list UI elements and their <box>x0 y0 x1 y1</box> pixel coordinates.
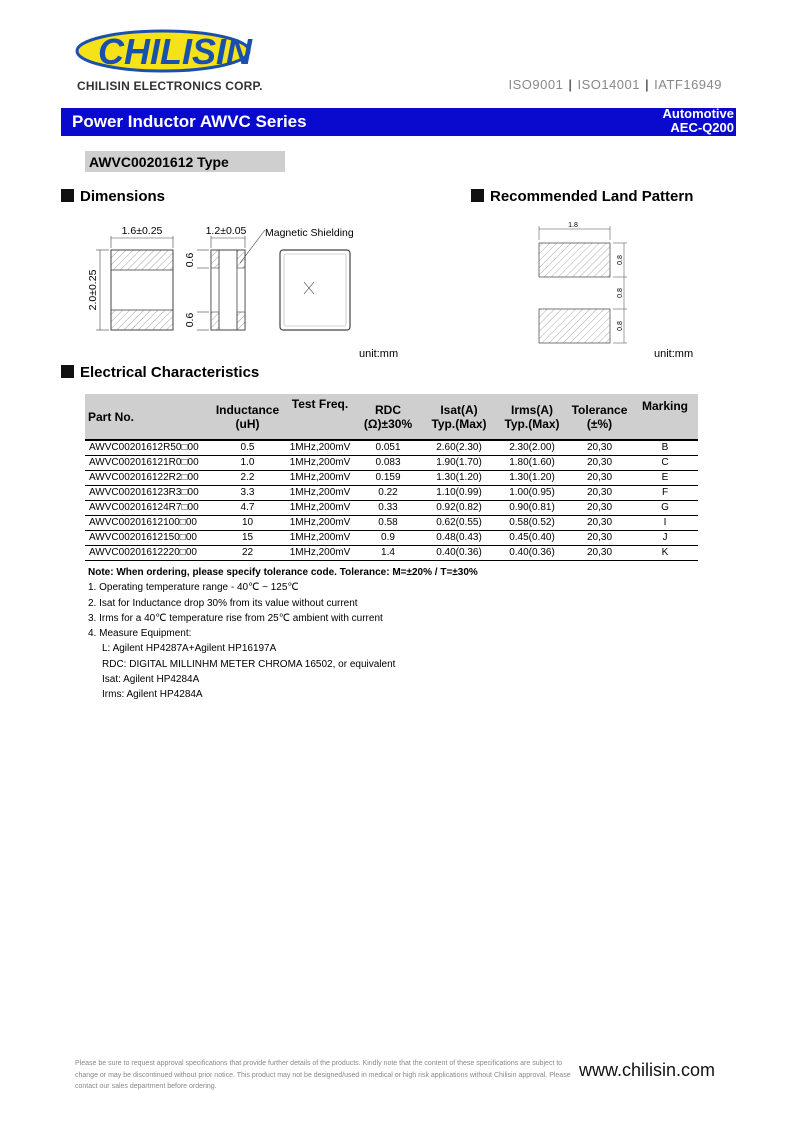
equipment-irms: Irms: Agilent HP4284A <box>102 689 203 701</box>
cell-marking: K <box>632 546 698 561</box>
logo-text: CHILISIN <box>97 31 253 72</box>
type-label: AWVC00201612 Type <box>89 154 229 170</box>
cell-testfreq: 1MHz,200mV <box>285 440 355 456</box>
cell-marking: C <box>632 456 698 471</box>
cell-partno: AWVC002016124R7□00 <box>85 501 210 516</box>
cell-isat: 1.10(0.99) <box>421 486 497 501</box>
cell-marking: B <box>632 440 698 456</box>
cell-marking: E <box>632 471 698 486</box>
cert-iatf16949: IATF16949 <box>654 77 722 92</box>
magnetic-shield-label: Magnetic Shielding <box>265 227 354 239</box>
col-irms-l1: Irms(A) <box>510 402 553 417</box>
cell-partno: AWVC002016121R0□00 <box>85 456 210 471</box>
cell-partno: AWVC00201612100□00 <box>85 516 210 531</box>
col-tolerance <box>567 394 632 440</box>
cell-testfreq: 1MHz,200mV <box>285 531 355 546</box>
cell-tolerance: 20,30 <box>567 440 632 456</box>
cell-testfreq: 1MHz,200mV <box>285 471 355 486</box>
cell-testfreq: 1MHz,200mV <box>285 546 355 561</box>
col-irms <box>497 394 567 440</box>
land-unit: unit:mm <box>654 348 694 360</box>
cell-marking: F <box>632 486 698 501</box>
cell-testfreq: 1MHz,200mV <box>285 501 355 516</box>
automotive-label: Automotive <box>662 106 734 121</box>
cell-partno: AWVC00201612R50□00 <box>85 440 210 456</box>
note-2: 2. Isat for Inductance drop 30% from its value without current <box>88 597 358 609</box>
land-h1-label: 0.8 <box>617 255 624 265</box>
cell-testfreq: 1MHz,200mV <box>285 456 355 471</box>
section-square-icon <box>471 189 484 202</box>
note-1: 1. Operating temperature range - 40℃ ~ 125℃ <box>88 582 299 594</box>
col-inductance <box>210 394 285 440</box>
website-link[interactable]: www.chilisin.com <box>579 1060 716 1080</box>
col-irms-l2: Typ.(Max) <box>504 416 560 431</box>
col-rdc <box>355 394 421 440</box>
cell-marking: G <box>632 501 698 516</box>
cell-rdc: 0.58 <box>355 516 421 531</box>
dim-unit: unit:mm <box>359 348 399 360</box>
cell-isat: 0.48(0.43) <box>421 531 497 546</box>
series-title: Power Inductor AWVC Series <box>72 112 307 131</box>
cell-irms: 0.45(0.40) <box>497 531 567 546</box>
cell-tolerance: 20,30 <box>567 531 632 546</box>
cell-tolerance: 20,30 <box>567 516 632 531</box>
cell-inductance: 1.0 <box>210 456 285 471</box>
col-isat-l1: Isat(A) <box>440 402 478 417</box>
cell-partno: AWVC002016123R3□00 <box>85 486 210 501</box>
cell-inductance: 3.3 <box>210 486 285 501</box>
col-rdc-l2: (Ω)±30% <box>363 416 413 431</box>
cell-irms: 1.00(0.95) <box>497 486 567 501</box>
cell-irms: 0.58(0.52) <box>497 516 567 531</box>
land-gap-label: 0.8 <box>617 288 624 298</box>
cell-tolerance: 20,30 <box>567 501 632 516</box>
section-square-icon <box>61 365 74 378</box>
land-width-label: 1.8 <box>568 222 578 229</box>
cell-marking: I <box>632 516 698 531</box>
cell-inductance: 4.7 <box>210 501 285 516</box>
land-h2-label: 0.8 <box>617 321 624 331</box>
table-row <box>85 471 698 486</box>
table-row <box>85 501 698 516</box>
section-electrical-label: Electrical Characteristics <box>80 364 260 381</box>
cell-inductance: 15 <box>210 531 285 546</box>
certifications: ISO9001 | ISO14001 | IATF16949 <box>508 77 722 92</box>
section-land-pattern <box>471 188 693 205</box>
cell-tolerance: 20,30 <box>567 456 632 471</box>
cell-rdc: 1.4 <box>355 546 421 561</box>
cell-inductance: 0.5 <box>210 440 285 456</box>
dim-width-label: 1.6±0.25 <box>121 225 163 237</box>
section-electrical <box>61 364 259 381</box>
col-rdc-l1: RDC <box>375 402 401 417</box>
note-4: 4. Measure Equipment: <box>88 628 192 640</box>
cell-marking: J <box>632 531 698 546</box>
chilisin-logo <box>75 24 275 76</box>
cell-rdc: 0.159 <box>355 471 421 486</box>
table-header-row <box>85 394 698 440</box>
col-partno: Part No. <box>85 394 210 440</box>
cell-partno: AWVC002016122R2□00 <box>85 471 210 486</box>
footer-disclaimer: Please be sure to request approval specifications that provide further details of the products. Kindly note that the content of these specifications are subject to change or may be discontinued without prior notice. This product may not be designed/used in medical or high risk applications without Chilisin approval. Please contact our sales department before ordering. <box>75 1060 571 1090</box>
land-pattern-drawing <box>525 218 645 348</box>
cell-tolerance: 20,30 <box>567 546 632 561</box>
note-3: 3. Irms for a 40℃ temperature rise from 25℃ ambient with current <box>88 612 383 624</box>
cell-testfreq: 1MHz,200mV <box>285 486 355 501</box>
cert-iso9001: ISO9001 <box>508 77 564 92</box>
cell-partno: AWVC00201612150□00 <box>85 531 210 546</box>
cell-rdc: 0.051 <box>355 440 421 456</box>
col-testfreq: Test Freq. <box>285 394 355 440</box>
cell-isat: 1.30(1.20) <box>421 471 497 486</box>
equipment-rdc: RDC: DIGITAL MILLINHM METER CHROMA 16502, or equivalent <box>102 658 396 670</box>
electrical-table <box>85 394 698 561</box>
equipment-isat: Isat: Agilent HP4284A <box>102 674 200 686</box>
cell-irms: 0.40(0.36) <box>497 546 567 561</box>
col-isat <box>421 394 497 440</box>
section-dimensions-label: Dimensions <box>80 188 166 205</box>
automotive-badge <box>663 107 735 135</box>
col-tolerance-l1: Tolerance <box>571 402 628 417</box>
table-row <box>85 456 698 471</box>
cell-rdc: 0.9 <box>355 531 421 546</box>
cell-partno: AWVC00201612220□00 <box>85 546 210 561</box>
col-tolerance-l2: (±%) <box>586 416 613 431</box>
cell-inductance: 22 <box>210 546 285 561</box>
dim-thick-label: 1.2±0.05 <box>205 225 247 237</box>
cell-rdc: 0.083 <box>355 456 421 471</box>
dim-term-bot-label: 0.6 <box>184 312 196 328</box>
cell-isat: 2.60(2.30) <box>421 440 497 456</box>
cell-irms: 0.90(0.81) <box>497 501 567 516</box>
cell-irms: 2.30(2.00) <box>497 440 567 456</box>
cell-isat: 1.90(1.70) <box>421 456 497 471</box>
dim-term-top-label: 0.6 <box>184 252 196 268</box>
table-row <box>85 516 698 531</box>
col-isat-l2: Typ.(Max) <box>431 416 487 431</box>
cell-isat: 0.40(0.36) <box>421 546 497 561</box>
cell-rdc: 0.33 <box>355 501 421 516</box>
ordering-note: Note: When ordering, please specify tolerance code. Tolerance: M=±20% / T=±30% <box>88 567 478 578</box>
dim-length-label: 2.0±0.25 <box>87 269 99 311</box>
section-land-label: Recommended Land Pattern <box>490 188 694 205</box>
equipment-l: L: Agilent HP4287A+Agilent HP16197A <box>102 643 277 655</box>
cell-inductance: 10 <box>210 516 285 531</box>
dimensions-drawing <box>80 218 380 343</box>
cell-rdc: 0.22 <box>355 486 421 501</box>
section-dimensions <box>61 188 165 205</box>
cell-tolerance: 20,30 <box>567 486 632 501</box>
col-inductance-l2: (uH) <box>235 416 260 431</box>
cell-inductance: 2.2 <box>210 471 285 486</box>
cell-isat: 0.62(0.55) <box>421 516 497 531</box>
company-name: CHILISIN ELECTRONICS CORP. <box>77 79 263 93</box>
cell-tolerance: 20,30 <box>567 471 632 486</box>
section-square-icon <box>61 189 74 202</box>
cell-testfreq: 1MHz,200mV <box>285 516 355 531</box>
cell-irms: 1.80(1.60) <box>497 456 567 471</box>
col-marking: Marking <box>632 394 698 440</box>
cert-iso14001: ISO14001 <box>577 77 640 92</box>
table-row <box>85 546 698 561</box>
cell-isat: 0.92(0.82) <box>421 501 497 516</box>
table-row <box>85 440 698 456</box>
table-row <box>85 531 698 546</box>
col-inductance-l1: Inductance <box>215 402 280 417</box>
table-row <box>85 486 698 501</box>
notes-block <box>88 565 478 703</box>
cell-irms: 1.30(1.20) <box>497 471 567 486</box>
aec-label: AEC-Q200 <box>670 120 734 135</box>
